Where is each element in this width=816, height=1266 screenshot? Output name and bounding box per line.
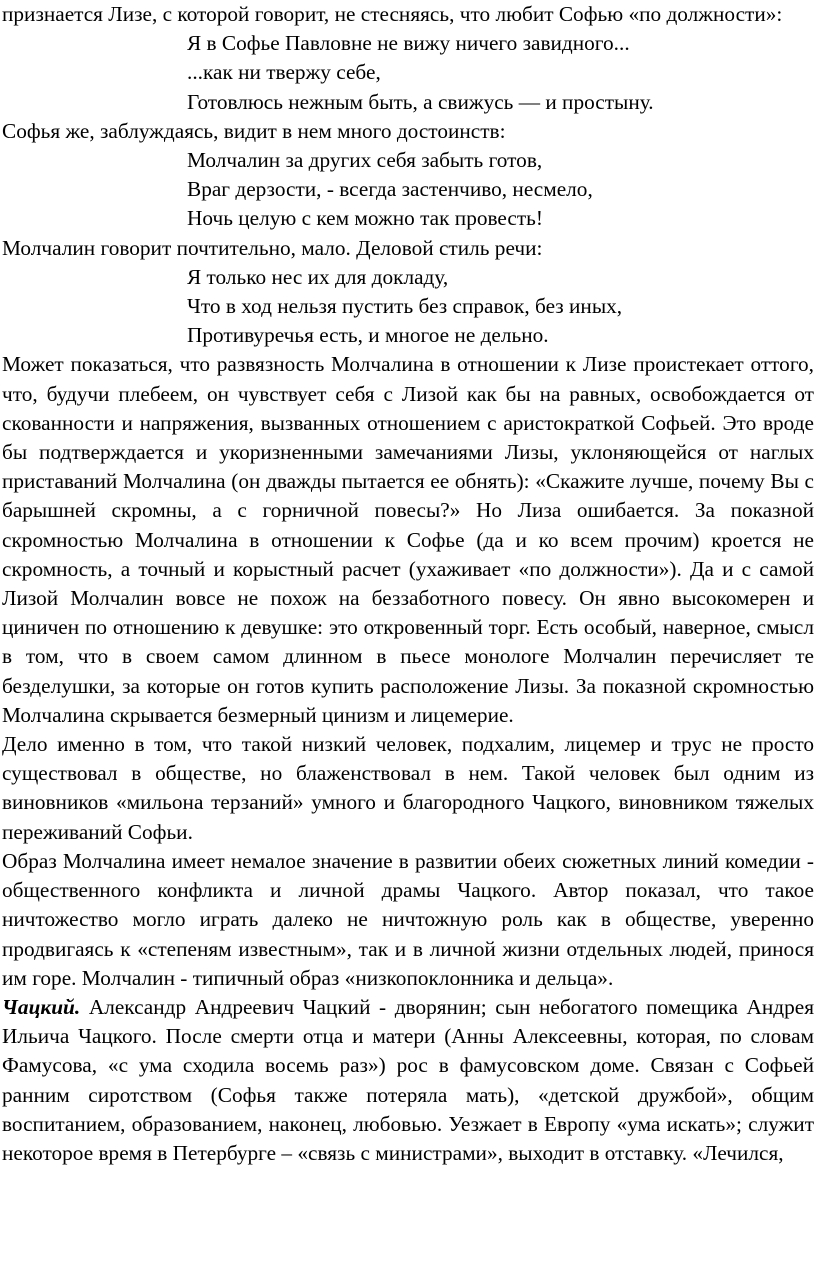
verse-line: Готовлюсь нежным быть, а свижусь — и простыну. [187,89,654,114]
verse-line: ...как ни твержу себе, [187,60,381,85]
quote-block-2 [2,146,814,234]
chatsky-paragraph [2,993,814,1168]
chatsky-text: Александр Андреевич Чацкий - дворянин; сын небогатого помещика Андрея Ильича Чацкого. После смерти отца и матери (Анны Алексеевны, которая, по словам Фамусова, «с ума сходила восемь раз») рос в фамусовском доме. Связан с Софьей ранним сиротством (Софья также потеряла мать), «детской дружбой», общим воспитанием, образованием, наконец, любовью. Уезжает в Европу «ума искать»; служит некоторое время в Петербурге – «связь с министрами», выходит в отставку. «Лечился, [2,994,814,1165]
verse-line: Молчалин за других себя забыть готов, [187,148,543,173]
verse-line: Противуречья есть, и многое не дельно. [187,323,549,348]
verse-line: Я только нес их для докладу, [187,264,449,289]
verse-line: Ночь целую с кем можно так провесть! [187,206,543,231]
intro-paragraph: признается Лизе, с которой говорит, не стесняясь, что любит Софью «по должности»: [2,2,783,26]
image-paragraph: Образ Молчалина имеет немалое значение в развитии обеих сюжетных линий комедии - общественного конфликта и личной драмы Чацкого. Автор показал, что такое ничтожество могло играть далеко не ничтожную роль как в обществе, уверенно продвигаясь к «степеням известным», так и в личной жизни отдельных людей, принося им горе. Молчалин - типичный образ «низкопоклонника и дельца». [2,848,814,990]
verse-line: Враг дерзости, - всегда застенчиво, несмело, [187,177,593,202]
speech-style-paragraph: Молчалин говорит почтительно, мало. Деловой стиль речи: [2,235,543,260]
sofia-paragraph: Софья же, заблуждаясь, видит в нем много достоинств: [2,118,506,143]
quote-block-1 [2,29,814,117]
quote-block-3 [2,263,814,351]
verse-line: Что в ход нельзя пустить без справок, без иных, [187,294,623,319]
matter-paragraph: Дело именно в том, что такой низкий человек, подхалим, лицемер и трус не просто существовал в обществе, но блаженствовал в нем. Такой человек был одним из виновников «мильона терзаний» умного и благородного Чацкого, виновником тяжелых переживаний Софьи. [2,732,814,844]
verse-line: Я в Софье Павловне не вижу ничего завидного... [187,31,630,56]
character-name: Чацкий. [2,994,81,1019]
main-paragraph: Может показаться, что развязность Молчалина в отношении к Лизе проистекает оттого, что, будучи плебеем, он чувствует себя с Лизой как бы на равных, освобождается от скованности и напряжения, вызванных отношением с аристократкой Софьей. Это вроде бы подтверждается и укоризненными замечаниями Лизы, уклоняющейся от наглых приставаний Молчалина (он дважды пытается ее обнять): «Скажите лучше, почему Вы с барышней скромны, а с горничной повесы?» Но Лиза ошибается. За показной скромностью Молчалина в отношении к Софье (да и ко всем прочим) кроется не скромность, а точный и корыстный расчет (ухаживает «по должности»). Да и с самой Лизой Молчалин вовсе не похож на беззаботного повесу. Он явно высокомерен и циничен по отношению к девушке: это откровенный торг. Есть особый, наверное, смысл в том, что в своем самом длинном в пьесе монологе Молчалин перечисляет те безделушки, за которые он готов купить расположение Лизы. За показной скромностью Молчалина скрывается безмерный цинизм и лицемерие. [2,352,814,727]
